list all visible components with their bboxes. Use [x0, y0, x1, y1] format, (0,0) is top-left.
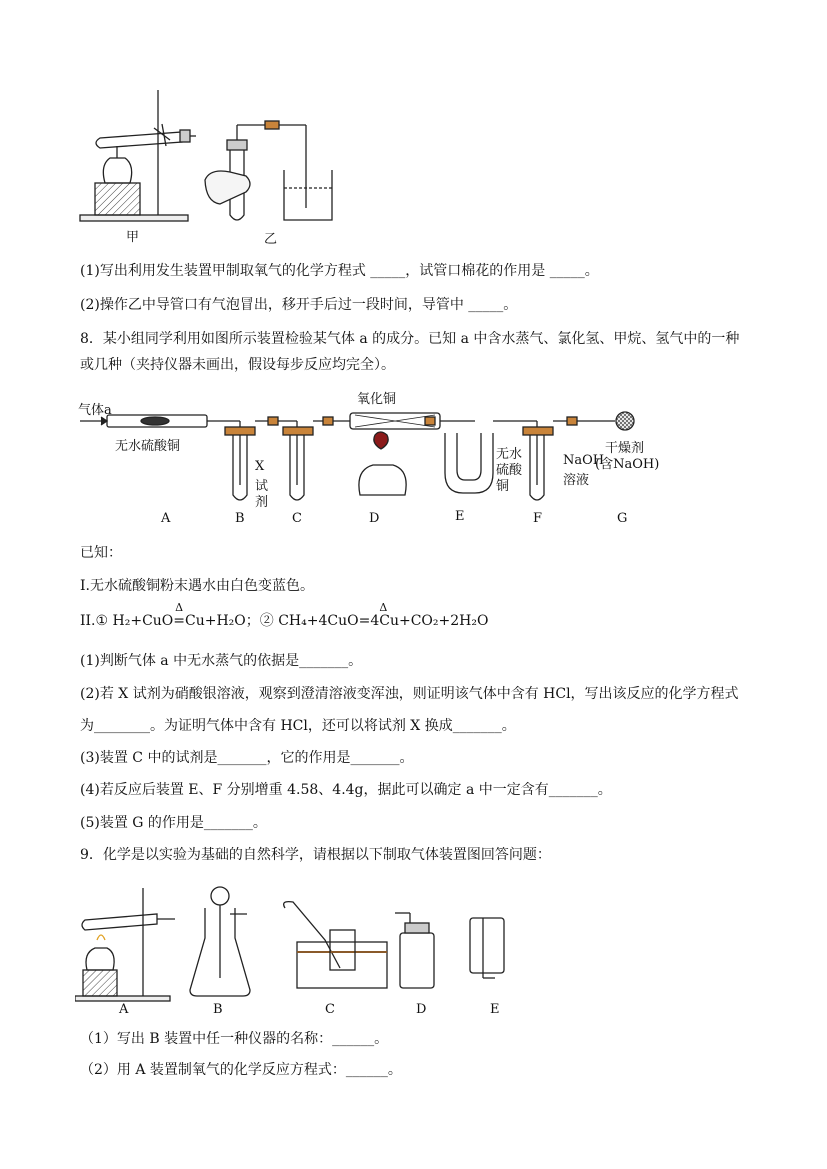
label-anhydrous-cuso4: 无水硫酸铜: [115, 439, 181, 454]
figure-gas-test-train: [75, 385, 675, 530]
equation-2-text: CH₄+4CuO=4Cu+CO₂+2H₂O: [278, 613, 489, 629]
q7-part1: (1)写出利用发生装置甲制取氧气的化学方程式 _____，试管口棉花的作用是 _____。: [80, 263, 599, 279]
q8-sub2b: 为________。为证明气体中含有 HCl，还可以将试剂 X 换成_______。: [80, 718, 516, 734]
equation-2: [278, 601, 489, 630]
label-g: G: [617, 511, 628, 526]
label-e-cuso4-2: 硫酸: [496, 463, 523, 478]
label-f: F: [533, 511, 543, 526]
eq-prefix: II.①: [80, 613, 113, 629]
label-fig3-b: B: [213, 1002, 223, 1017]
q7-part2: (2)操作乙中导管口有气泡冒出，移开手后过一段时间，导管中 _____。: [80, 297, 518, 313]
figure-gas-generation: [75, 878, 535, 1018]
label-a: A: [161, 511, 171, 526]
label-fig3-a: A: [119, 1002, 129, 1017]
heat-symbol-1: Δ: [175, 601, 184, 614]
label-desiccant: 干燥剂: [605, 441, 645, 456]
q8-sub3: (3)装置 C 中的试剂是_______，它的作用是_______。: [80, 750, 414, 766]
label-b: B: [235, 511, 245, 526]
equation-1: [112, 601, 246, 630]
q8-sub4: (4)若反应后装置 E、F 分别增重 4.58、4.4g，据此可以确定 a 中一定含有_______。: [80, 782, 612, 798]
label-naoh-solution: 溶液: [563, 473, 590, 488]
eq-separator: ；②: [245, 613, 279, 629]
q8-intro-line2: 或几种（夹持仪器未画出，假设每步反应均完全）。: [80, 357, 395, 373]
q9-intro: 9．化学是以实验为基础的自然科学，请根据以下制取气体装置图回答问题：: [80, 847, 551, 863]
label-x-reagent-3: 剂: [255, 495, 269, 510]
known-2-equations: [80, 601, 489, 630]
known-heading: 已知：: [80, 545, 122, 561]
label-fig3-c: C: [325, 1002, 335, 1017]
label-yi: 乙: [264, 232, 278, 247]
label-cuo: 氧化铜: [357, 392, 397, 407]
label-fig3-e: E: [490, 1002, 500, 1017]
label-naoh: NaOH: [563, 453, 605, 468]
q8-intro-line1: 8．某小组同学利用如图所示装置检验某气体 a 的成分。已知 a 中含水蒸气、氯化氢、甲烷、氢气中的一种: [80, 331, 740, 347]
heat-symbol-2: Δ: [379, 601, 388, 614]
figure-apparatus-jia-yi: [70, 80, 370, 250]
label-d: D: [369, 511, 380, 526]
label-desiccant-naoh: (含NaOH): [595, 457, 660, 472]
label-x-reagent-2: 试: [255, 479, 269, 494]
label-e-cuso4-3: 铜: [496, 479, 510, 494]
label-fig3-d: D: [416, 1002, 427, 1017]
label-c: C: [292, 511, 302, 526]
q9-sub1: （1）写出 B 装置中任一种仪器的名称：______。: [80, 1031, 389, 1047]
q8-sub2a: (2)若 X 试剂为硝酸银溶液，观察到澄清溶液变浑浊，则证明该气体中含有 HCl，写出该反应的化学方程式: [80, 686, 739, 702]
label-e-cuso4-1: 无水: [496, 447, 523, 462]
q9-sub2: （2）用 A 装置制氧气的化学反应方程式：______。: [80, 1062, 402, 1078]
label-x-reagent-1: X: [255, 459, 265, 474]
label-gas-a: 气体a: [78, 403, 112, 418]
known-1: I.无水硫酸铜粉末遇水由白色变蓝色。: [80, 578, 314, 594]
q8-sub5: (5)装置 G 的作用是_______。: [80, 815, 267, 831]
q8-sub1: (1)判断气体 a 中无水蒸气的依据是_______。: [80, 653, 363, 669]
equation-1-text: H₂+CuO=Cu+H₂O: [112, 613, 246, 629]
label-jia: 甲: [126, 230, 140, 245]
label-e: E: [455, 509, 465, 524]
